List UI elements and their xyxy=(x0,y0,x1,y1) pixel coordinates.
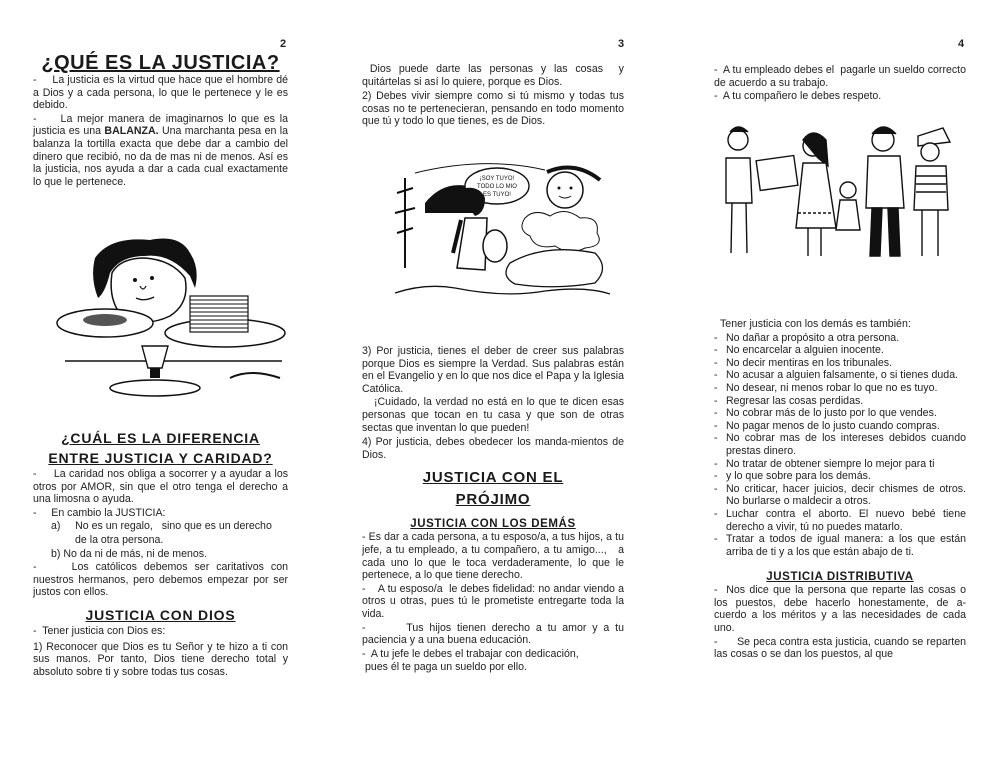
list-item: b) No da ni de más, ni de menos. xyxy=(51,547,208,560)
list-item: - No decir mentiras en los tribunales. xyxy=(714,356,893,369)
section-title: JUSTICIA DISTRIBUTIVA xyxy=(766,571,914,584)
list-item: - No pagar menos de lo justo cuando compras. xyxy=(714,419,940,432)
paragraph: - A tu compañero le debes respeto. xyxy=(714,90,882,103)
page-4-column xyxy=(714,64,972,104)
subsection-title: JUSTICIA CON LOS DEMÁS xyxy=(410,518,576,531)
list-intro: Tener justicia con los demás es también: xyxy=(720,318,911,330)
list-item: a) No es un regalo, sino que es un derecho xyxy=(51,520,272,533)
man-talking-to-sun-illustration xyxy=(385,158,613,303)
paragraph: 1) Reconocer que Dios es tu Señor y te hizo a ti con sus manos. Por tanto, Dios tiene derecho total y absoluto sobre ti y sobre todas tus cosas. xyxy=(33,640,288,678)
svg-text:¡SOY TUYO!: ¡SOY TUYO! xyxy=(479,176,515,182)
page-number: 4 xyxy=(958,38,965,50)
page-2 xyxy=(0,0,333,772)
paragraph: - A tu empleado debes el pagarle un sueldo correcto de acuerdo a su trabajo. xyxy=(714,64,972,89)
page-number: 2 xyxy=(280,38,287,50)
list-item: - No encarcelar a alguien inocente. xyxy=(714,344,884,357)
section-title: JUSTICIA CON DIOS xyxy=(85,606,236,623)
people-group-illustration xyxy=(718,118,958,268)
list-item: - No dañar a propósito a otra persona. xyxy=(714,331,900,344)
list-item: - No criticar, hacer juicios, decir chismes de otros. No burlarse o maldecir a otros. xyxy=(714,482,966,508)
section-title: ¿CUÁL ES LA DIFERENCIA xyxy=(61,430,260,446)
emphasis-text: BALANZA. xyxy=(104,125,159,138)
page-3-column-lower xyxy=(362,345,627,675)
paragraph: ¡Cuidado, la verdad no está en lo que te dicen esas personas que tocan en tu casa y que son de otras sectas que inventan lo que pueden! xyxy=(362,396,624,434)
list-item: - No cobrar mas de los intereses debidos cuando prestas dinero. xyxy=(714,432,966,457)
page-title: ¿QUÉ ES LA JUSTICIA? xyxy=(41,52,280,74)
paragraph: - Nos dice que la persona que reparte las cosas o los puestos, debe hacerlo honestamente, de a-cuerdo a los méritos y a las necesidades de cada uno. xyxy=(714,584,969,635)
list-item: - No cobrar más de lo justo por lo que vendes. xyxy=(714,407,937,420)
paragraph: - A tu jefe le debes el trabajar con dedicación, xyxy=(362,647,579,660)
svg-text:TODO LO MIO: TODO LO MIO xyxy=(477,184,517,190)
paragraph: - Tus hijos tienen derecho a tu amor y a tu paciencia y a una buena educación. xyxy=(362,621,627,647)
paragraph: 2) Debes vivir siempre como si tú mismo y todas tus cosas no te pertenecieran, pensando en todo momento que tú y todo lo que tienes, es de Dios. xyxy=(362,90,624,128)
section-title: PRÓJIMO xyxy=(455,491,531,509)
list-item: - y lo que sobre para los demás. xyxy=(714,470,871,483)
paragraph: 4) Por justicia, debes obedecer los manda-mientos de Dios. xyxy=(362,436,624,461)
paragraph: - A tu esposo/a le debes fidelidad: no andar viendo a otros u otras, pues tú le prometiste entregarte toda la vida. xyxy=(362,582,627,620)
list-item: - Tratar a todos de igual manera: a los que están arriba de ti y a los que están abajo de ti. xyxy=(714,533,966,558)
page-4-column-lower xyxy=(714,318,969,662)
paragraph: - La mejor manera de imaginarnos lo que es la justicia es una BALANZA. Una marchanta pesa en la balanza la tortilla exacta que debe dar a cambio del dinero que recibió, no da de mas ni de menos. Así es la justicia, nos ayuda a dar a cada cual exactamente lo que le pertenece. xyxy=(33,112,288,188)
section-title: ENTRE JUSTICIA Y CARIDAD? xyxy=(48,450,273,466)
list-item: - No acusar a alguien falsamente, o si tienes duda. xyxy=(714,369,959,382)
paragraph: - Es dar a cada persona, a tu esposo/a, a tus hijos, a tu jefe, a tu empleado, a tu compañero, a tu amigo..., a cada uno lo que le toca verdaderamente, lo que le pertenece, a lo que tiene derecho. xyxy=(362,531,627,582)
page-3-column xyxy=(362,63,627,129)
list-item: - No tratar de obtener siempre lo mejor para ti xyxy=(714,457,935,470)
paragraph: - En cambio la JUSTICIA: xyxy=(33,506,166,519)
page-number: 3 xyxy=(618,38,625,50)
woman-with-scale-illustration xyxy=(50,228,290,398)
list-item: - Luchar contra el aborto. El nuevo bebé tiene derecho a vivir, tú no puedes matarlo. xyxy=(714,507,966,533)
paragraph: Dios puede darte las personas y las cosas y quitártelas si así lo quiere, porque es Dios. xyxy=(362,63,627,88)
page-2-column-lower xyxy=(33,428,288,679)
svg-text:ES TUYO!: ES TUYO! xyxy=(483,192,511,198)
list-item-cont: de la otra persona. xyxy=(75,533,164,546)
page-4 xyxy=(666,0,1000,772)
paragraph: - Se peca contra esta justicia, cuando se reparten las cosas o se dan los puestos, al que xyxy=(714,635,969,661)
list-item: - Regresar las cosas perdidas. xyxy=(714,394,864,407)
page-2-column xyxy=(33,52,294,189)
page-3 xyxy=(333,0,666,772)
section-title: JUSTICIA CON EL xyxy=(422,469,564,487)
paragraph: 3) Por justicia, tienes el deber de creer sus palabras porque Dios es siempre la Verdad. Sus palabras están en el Evangelio y en lo que nos dice el Papa y la Iglesia Católica. xyxy=(362,345,624,395)
paragraph: - Tener justicia con Dios es: xyxy=(33,624,166,637)
paragraph: - La caridad nos obliga a socorrer y a ayudar a los otros por AMOR, sin que el otro tenga el derecho a una limosna o ayuda. xyxy=(33,468,289,506)
paragraph: - Los católicos debemos ser caritativos con nuestros hermanos, pero debemos empezar por ser justos con ellos. xyxy=(33,561,289,599)
list-item: - No desear, ni menos robar lo que no es tuyo. xyxy=(714,381,938,394)
paragraph: pues él te paga un sueldo por ello. xyxy=(362,661,527,674)
paragraph: - La justicia es la virtud que hace que el hombre dé a Dios y a cada persona, lo que le pertenece y le es debido. xyxy=(33,74,294,112)
